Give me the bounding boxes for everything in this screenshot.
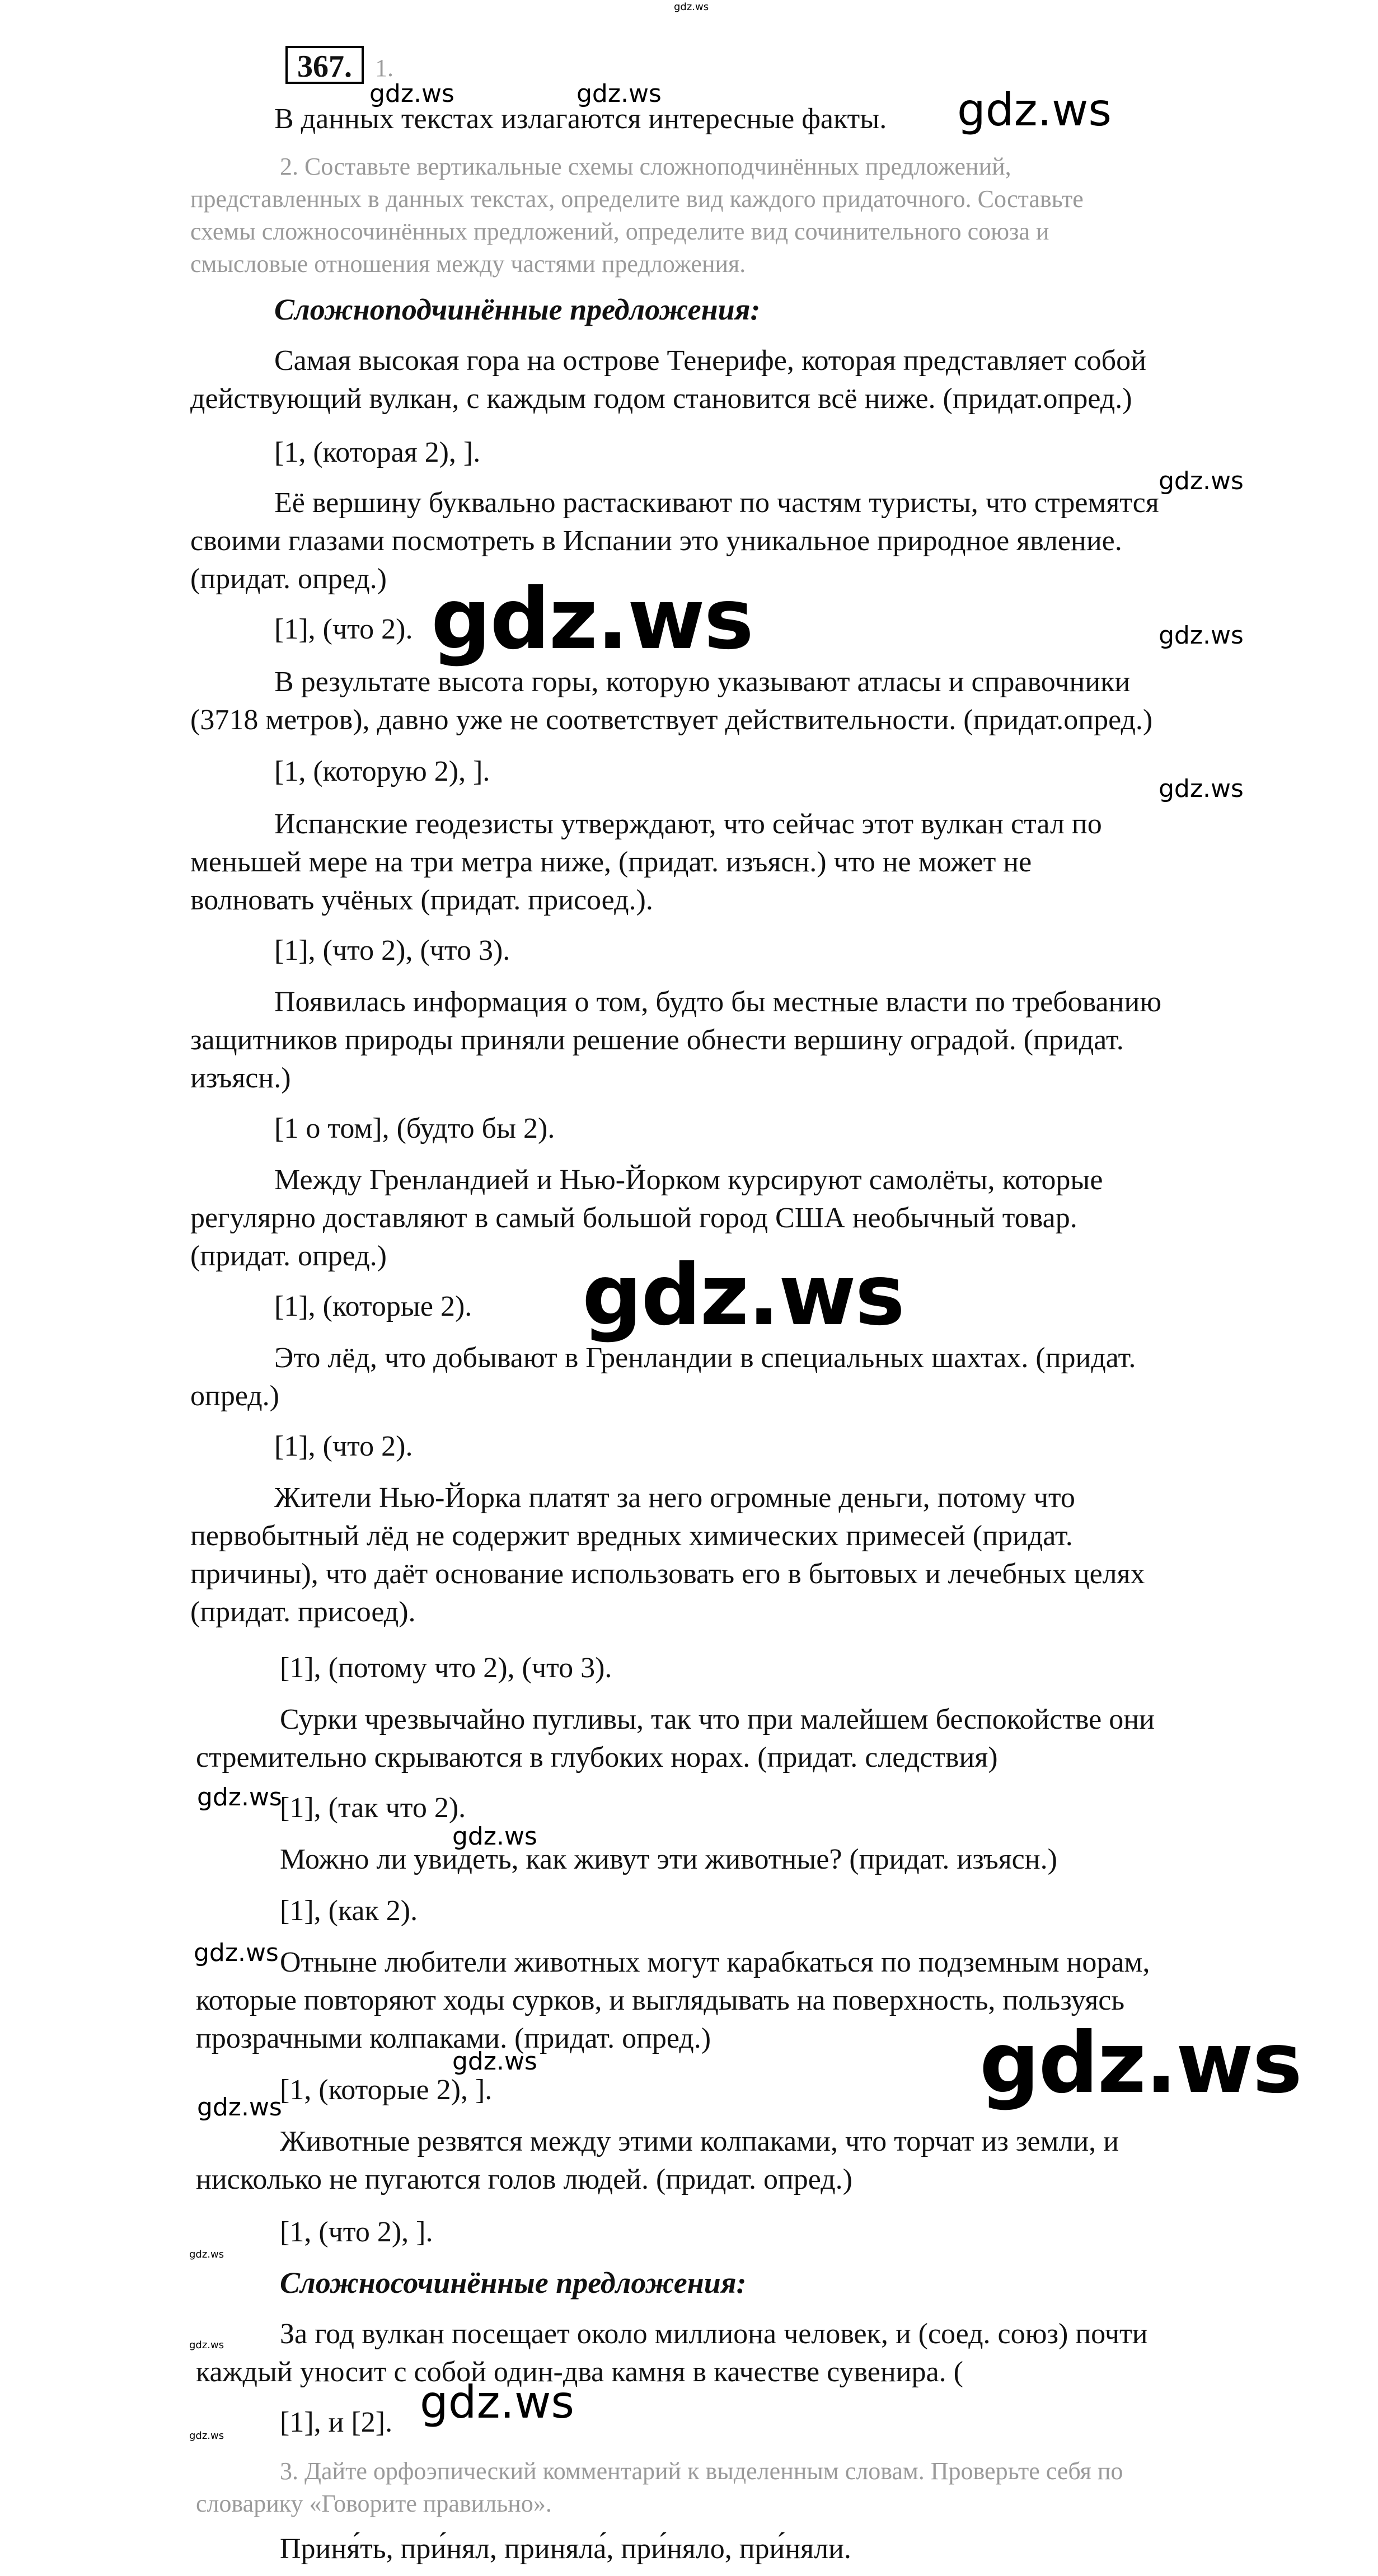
sentence-7-line-1: Это лёд, что добывают в Гренландии в специальных шахтах. (придат. bbox=[274, 1342, 1136, 1374]
watermark: gdz.ws bbox=[189, 2339, 224, 2351]
sentence-11-line-2: которые повторяют ходы сурков, и выглядывать на поверхность, пользуясь bbox=[196, 1984, 1125, 2016]
sentence-6-scheme: [1], (которые 2). bbox=[274, 1291, 472, 1322]
compound-heading: Сложносочинённые предложения: bbox=[280, 2266, 747, 2300]
sentence-7-line-2: опред.) bbox=[190, 1380, 279, 1412]
watermark: gdz.ws bbox=[420, 2376, 575, 2428]
step-2-instruction-line-3: схемы сложносочинённых предложений, определите вид сочинительного союза и bbox=[190, 218, 1049, 245]
sentence-3-scheme: [1, (которую 2), ]. bbox=[274, 756, 490, 787]
sentence-5-scheme: [1 о том], (будто бы 2). bbox=[274, 1113, 555, 1144]
step-2-instruction-line-2: представленных в данных текстах, определите вид каждого придаточного. Составьте bbox=[190, 185, 1084, 213]
sentence-11-line-1: Отныне любители животных могут карабкаться по подземным норам, bbox=[280, 1946, 1150, 1978]
sentence-12-line-2: нисколько не пугаются голов людей. (придат. опред.) bbox=[196, 2164, 852, 2195]
sentence-9-line-1: Сурки чрезвычайно пугливы, так что при малейшем беспокойстве они bbox=[280, 1704, 1155, 1735]
sentence-8-scheme: [1], (потому что 2), (что 3). bbox=[280, 1652, 612, 1684]
watermark: gdz.ws bbox=[189, 2249, 224, 2260]
sentence-6-line-3: (придат. опред.) bbox=[190, 1240, 387, 1272]
watermark: gdz.ws bbox=[194, 1939, 279, 1967]
sentence-1-line-2: действующий вулкан, с каждым годом становится всё ниже. (придат.опред.) bbox=[190, 383, 1132, 415]
watermark: gdz.ws bbox=[582, 1247, 904, 1344]
step-3-instruction-line-2: словарику «Говорите правильно». bbox=[196, 2490, 552, 2517]
step-1-number: 1. bbox=[375, 54, 393, 82]
sentence-10-scheme: [1], (как 2). bbox=[280, 1895, 418, 1927]
sentence-12-scheme: [1, (что 2), ]. bbox=[280, 2216, 433, 2248]
sentence-10-line-1: Можно ли увидеть, как живут эти животные? (придат. изъясн.) bbox=[280, 1843, 1057, 1875]
sentence-3-line-1: В результате высота горы, которую указывают атласы и справочники bbox=[274, 666, 1131, 698]
sentence-3-line-2: (3718 метров), давно уже не соответствует действительности. (придат.опред.) bbox=[190, 704, 1153, 736]
step-2-instruction-line-1: 2. Составьте вертикальные схемы сложноподчинённых предложений, bbox=[280, 153, 1011, 180]
sentence-11-scheme: [1, (которые 2), ]. bbox=[280, 2074, 493, 2106]
sentence-4-scheme: [1], (что 2), (что 3). bbox=[274, 935, 510, 966]
watermark: gdz.ws bbox=[452, 1822, 537, 1851]
watermark: gdz.ws bbox=[1159, 621, 1244, 650]
sentence-4-line-1: Испанские геодезисты утверждают, что сейчас этот вулкан стал по bbox=[274, 808, 1102, 840]
sentence-2-line-2: своими глазами посмотреть в Испании это уникальное природное явление. bbox=[190, 525, 1122, 557]
watermark: gdz.ws bbox=[189, 2430, 224, 2442]
sentence-2-line-1: Её вершину буквально растаскивают по частям туристы, что стремятся bbox=[274, 487, 1159, 519]
sentence-8-line-1: Жители Нью-Йорка платят за него огромные деньги, потому что bbox=[274, 1482, 1075, 1514]
sentence-4-line-2: меньшей мере на три метра ниже, (придат. изъясн.) что не может не bbox=[190, 846, 1032, 878]
sentence-1-scheme: [1, (которая 2), ]. bbox=[274, 437, 481, 468]
compound-1-line-2: каждый уносит с собой один-два камня в качестве сувенира. ( bbox=[196, 2356, 963, 2388]
sentence-5-line-3: изъясн.) bbox=[190, 1062, 291, 1094]
watermark: gdz.ws bbox=[979, 2015, 1301, 2112]
sentence-4-line-3: волновать учёных (придат. присоед.). bbox=[190, 884, 653, 916]
watermark: gdz.ws bbox=[369, 79, 454, 108]
task-number: 367. bbox=[285, 46, 364, 84]
step-2-instruction-line-4: смысловые отношения между частями предложения. bbox=[190, 250, 746, 278]
sentence-5-line-2: защитников природы приняли решение обнести вершину оградой. (придат. bbox=[190, 1024, 1124, 1056]
step-3-instruction-line-1: 3. Дайте орфоэпический комментарий к выделенным словам. Проверьте себя по bbox=[280, 2457, 1123, 2485]
sentence-2-line-3: (придат. опред.) bbox=[190, 563, 387, 595]
sentence-5-line-1: Появилась информация о том, будто бы местные власти по требованию bbox=[274, 986, 1162, 1018]
sentence-8-line-3: причины), что даёт основание использовать его в бытовых и лечебных целях bbox=[190, 1558, 1145, 1590]
sentence-6-line-2: регулярно доставляют в самый большой город США необычный товар. bbox=[190, 1202, 1077, 1234]
sentence-11-line-3: прозрачными колпаками. (придат. опред.) bbox=[196, 2023, 711, 2054]
sentence-9-scheme: [1], (так что 2). bbox=[280, 1792, 466, 1824]
step-1-answer: В данных текстах излагаются интересные факты. bbox=[274, 103, 887, 135]
sentence-12-line-1: Животные резвятся между этими колпаками, что торчат из земли, и bbox=[280, 2125, 1119, 2157]
watermark: gdz.ws bbox=[1159, 775, 1244, 803]
compound-1-scheme: [1], и [2]. bbox=[280, 2406, 393, 2438]
watermark: gdz.ws bbox=[197, 2093, 282, 2122]
watermark: gdz.ws bbox=[1159, 467, 1244, 495]
sentence-1-line-1: Самая высокая гора на острове Тенерифе, которая представляет собой bbox=[274, 345, 1146, 377]
watermark: gdz.ws bbox=[576, 79, 662, 108]
watermark: gdz.ws bbox=[197, 1783, 282, 1812]
step-3-answer: Приня́ть, при́нял, приняла́, при́няло, при́няли. bbox=[280, 2533, 851, 2565]
sentence-6-line-1: Между Гренландией и Нью-Йорком курсируют самолёты, которые bbox=[274, 1164, 1103, 1196]
sentence-7-scheme: [1], (что 2). bbox=[274, 1430, 413, 1462]
sentence-8-line-2: первобытный лёд не содержит вредных химических примесей (придат. bbox=[190, 1520, 1073, 1552]
watermark: gdz.ws bbox=[674, 1, 709, 13]
complex-sub-heading: Сложноподчинённые предложения: bbox=[274, 293, 761, 326]
watermark: gdz.ws bbox=[957, 84, 1112, 136]
watermark: gdz.ws bbox=[452, 2047, 537, 2076]
sentence-9-line-2: стремительно скрываются в глубоких норах. (придат. следствия) bbox=[196, 1742, 998, 1773]
sentence-2-scheme: [1], (что 2). bbox=[274, 613, 413, 645]
compound-1-line-1: За год вулкан посещает около миллиона человек, и (соед. союз) почти bbox=[280, 2318, 1148, 2350]
watermark: gdz.ws bbox=[431, 571, 753, 668]
sentence-8-line-4: (придат. присоед). bbox=[190, 1596, 416, 1628]
